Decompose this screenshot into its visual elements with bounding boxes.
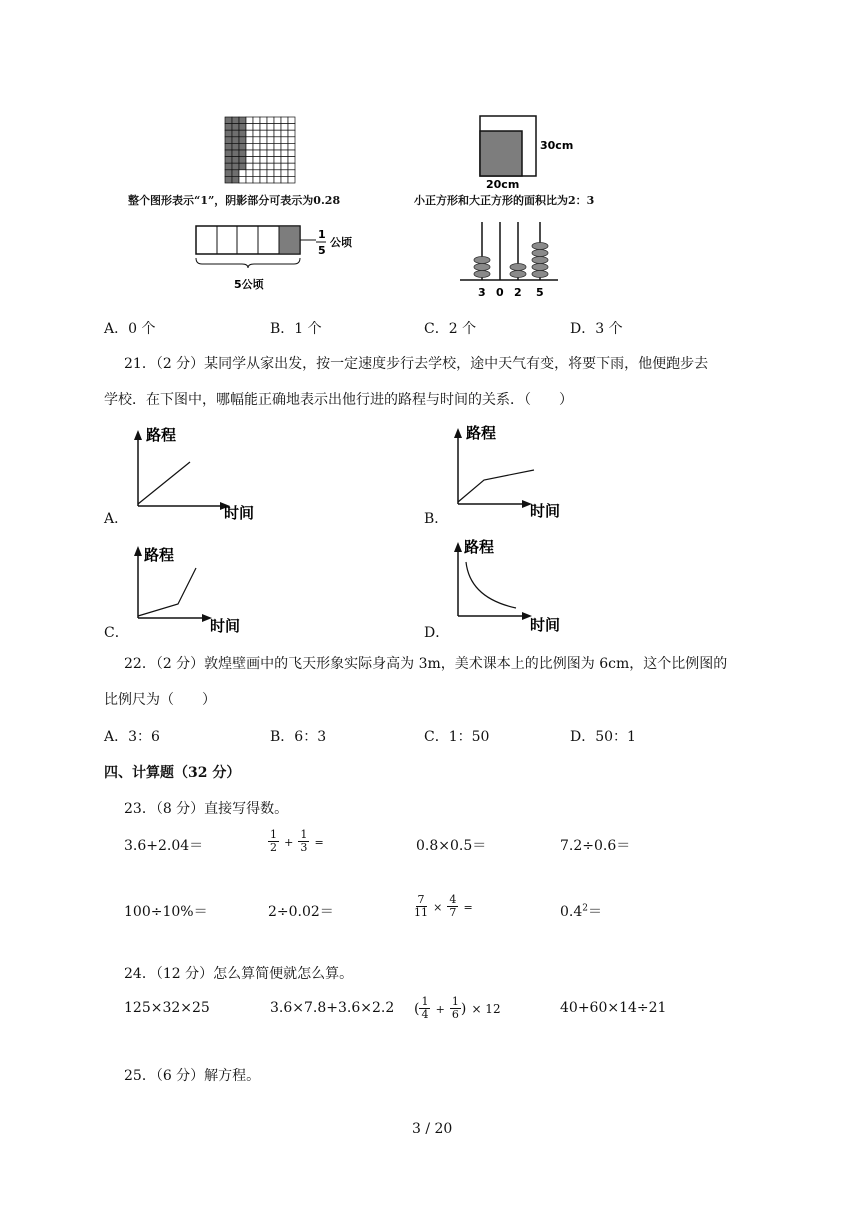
q23-item-7: $\frac{7}{11}$ × $\frac{4}{7}$ = <box>414 893 473 919</box>
grid-cell <box>239 170 246 177</box>
grid-cell <box>225 137 232 144</box>
graph-d-ylabel: 路程 <box>464 538 495 556</box>
grid-cell <box>232 157 239 164</box>
grid-cell <box>246 150 253 157</box>
graph-a-xlabel: 时间 <box>224 504 255 522</box>
grid-cell <box>253 157 260 164</box>
grid-cell <box>274 124 281 131</box>
grid-cell <box>225 170 232 177</box>
decimal-grid-figure <box>224 116 296 184</box>
q24-title: 24．（12 分）怎么算简便就怎么算。 <box>124 966 354 982</box>
grid-cell <box>239 157 246 164</box>
page-number: 3 / 20 <box>412 1121 453 1137</box>
big-square-label: 30cm <box>540 139 574 152</box>
q23-item-6: 2÷0.02＝ <box>268 904 334 920</box>
grid-cell <box>225 157 232 164</box>
grid-cell <box>274 143 281 150</box>
grid-cell <box>260 163 267 170</box>
grid-cell <box>267 143 274 150</box>
q23-item-3: 0.8×0.5＝ <box>416 838 487 854</box>
q23-title: 23．（8 分）直接写得数。 <box>124 801 289 817</box>
grid-caption: 整个图形表示“1”，阴影部分可表示为0.28 <box>128 194 341 207</box>
grid-cell <box>267 170 274 177</box>
q23-item-5: 100÷10%＝ <box>124 904 208 920</box>
abacus-digit-2: 0 <box>496 286 504 299</box>
graph-a <box>120 424 270 524</box>
grid-cell <box>253 137 260 144</box>
q24-item-1: 125×32×25 <box>124 1000 210 1016</box>
grid-cell <box>246 163 253 170</box>
abacus-digit-3: 2 <box>514 286 522 299</box>
grid-cell <box>260 137 267 144</box>
abacus-digit-4: 5 <box>536 286 544 299</box>
grid-cell <box>274 137 281 144</box>
graph-b-ylabel: 路程 <box>466 424 497 442</box>
grid-cell <box>260 117 267 124</box>
grid-cell <box>281 150 288 157</box>
grid-cell <box>239 124 246 131</box>
grid-cell <box>232 143 239 150</box>
graph-c <box>120 540 270 640</box>
q22-option-a: A．3：6 <box>104 729 160 745</box>
abacus-figure <box>456 220 562 302</box>
grid-cell <box>288 143 295 150</box>
grid-cell <box>281 124 288 131</box>
strip-part-den: 5 <box>318 244 326 257</box>
grid-cell <box>246 124 253 131</box>
q25-title: 25．（6 分）解方程。 <box>124 1068 261 1084</box>
q22-option-b: B．6：3 <box>270 729 327 745</box>
grid-cell <box>239 143 246 150</box>
graph-b <box>440 422 590 522</box>
strip-part-unit: 公顷 <box>330 236 352 249</box>
grid-cell <box>267 176 274 183</box>
square-ratio-figure <box>478 114 598 194</box>
q24-item-4: 40+60×14÷21 <box>560 1000 667 1016</box>
grid-cell <box>232 163 239 170</box>
grid-cell <box>267 124 274 131</box>
q23-item-1: 3.6+2.04＝ <box>124 838 204 854</box>
grid-cell <box>246 176 253 183</box>
grid-cell <box>232 170 239 177</box>
graph-c-ylabel: 路程 <box>144 546 175 564</box>
grid-cell <box>260 170 267 177</box>
q21-line1: 21．（2 分）某同学从家出发，按一定速度步行去学校，途中天气有变，将要下雨，他便跑步去 <box>124 356 709 372</box>
grid-cell <box>288 157 295 164</box>
graph-a-letter: A． <box>104 511 129 527</box>
grid-cell <box>253 150 260 157</box>
graph-d-letter: D． <box>424 625 450 641</box>
grid-cell <box>281 130 288 137</box>
grid-cell <box>246 137 253 144</box>
grid-cell <box>281 143 288 150</box>
grid-cell <box>267 137 274 144</box>
graph-d-xlabel: 时间 <box>530 616 561 634</box>
q22-line1: 22．（2 分）敦煌壁画中的飞天形象实际身高为 3m，美术课本上的比例图为 6cm，这个比例图的 <box>124 656 728 672</box>
grid-cell <box>232 176 239 183</box>
grid-cell <box>281 176 288 183</box>
grid-cell <box>288 150 295 157</box>
grid-cell <box>274 117 281 124</box>
q23-item-4: 7.2÷0.6＝ <box>560 838 631 854</box>
graph-b-letter: B． <box>424 511 449 527</box>
grid-cell <box>281 163 288 170</box>
grid-cell <box>239 137 246 144</box>
graph-c-letter: C． <box>104 625 129 641</box>
q22-line2: 比例尺为（ ） <box>104 692 216 708</box>
grid-cell <box>281 117 288 124</box>
grid-cell <box>246 117 253 124</box>
q21-line2: 学校．在下图中，哪幅能正确地表示出他行进的路程与时间的关系．（ ） <box>104 392 573 408</box>
q24-item-3: ( $\frac{1}{4}$ + $\frac{1}{6}$ ) × 12 <box>414 995 501 1021</box>
grid-cell <box>274 130 281 137</box>
grid-cell <box>253 124 260 131</box>
grid-cell <box>225 143 232 150</box>
q20-option-d: D．3 个 <box>570 321 623 337</box>
graph-a-ylabel: 路程 <box>146 426 177 444</box>
grid-cell <box>288 130 295 137</box>
grid-cell <box>288 170 295 177</box>
grid-cell <box>225 176 232 183</box>
grid-cell <box>225 124 232 131</box>
grid-cell <box>239 163 246 170</box>
grid-cell <box>253 163 260 170</box>
grid-cell <box>274 150 281 157</box>
grid-cell <box>260 130 267 137</box>
graph-c-xlabel: 时间 <box>210 617 241 635</box>
grid-cell <box>274 176 281 183</box>
grid-cell <box>274 163 281 170</box>
q22-option-d: D．50：1 <box>570 729 636 745</box>
grid-cell <box>253 130 260 137</box>
grid-cell <box>267 117 274 124</box>
abacus-digit-1: 3 <box>478 286 486 299</box>
grid-cell <box>260 157 267 164</box>
grid-cell <box>288 176 295 183</box>
q20-option-a: A．0 个 <box>104 321 156 337</box>
grid-cell <box>288 124 295 131</box>
grid-cell <box>260 150 267 157</box>
grid-cell <box>232 150 239 157</box>
grid-cell <box>281 137 288 144</box>
grid-cell <box>225 130 232 137</box>
grid-cell <box>225 117 232 124</box>
hectare-strip-figure <box>194 224 384 296</box>
q22-option-c: C．1：50 <box>424 729 490 745</box>
grid-cell <box>246 143 253 150</box>
grid-cell <box>225 150 232 157</box>
q20-option-c: C．2 个 <box>424 321 477 337</box>
grid-cell <box>239 130 246 137</box>
grid-cell <box>274 157 281 164</box>
grid-cell <box>253 143 260 150</box>
grid-cell <box>267 130 274 137</box>
grid-cell <box>232 137 239 144</box>
grid-cell <box>281 157 288 164</box>
small-square-label: 20cm <box>486 178 520 191</box>
grid-cell <box>267 150 274 157</box>
grid-cell <box>288 117 295 124</box>
grid-cell <box>260 143 267 150</box>
grid-cell <box>260 124 267 131</box>
grid-cell <box>232 124 239 131</box>
grid-cell <box>281 170 288 177</box>
grid-cell <box>267 157 274 164</box>
strip-part-num: 1 <box>318 228 326 241</box>
q20-option-b: B．1 个 <box>270 321 322 337</box>
grid-cell <box>260 176 267 183</box>
grid-cell <box>253 176 260 183</box>
square-caption: 小正方形和大正方形的面积比为2：3 <box>414 194 595 207</box>
grid-cell <box>239 150 246 157</box>
grid-cell <box>253 117 260 124</box>
grid-cell <box>232 117 239 124</box>
section-4-heading: 四、计算题（32 分） <box>104 765 241 781</box>
grid-cell <box>246 170 253 177</box>
grid-cell <box>288 137 295 144</box>
grid-cell <box>239 176 246 183</box>
q23-item-8: $0.4^2=$ <box>560 903 602 920</box>
grid-cell <box>288 163 295 170</box>
grid-cell <box>239 117 246 124</box>
q23-item-2: $\frac{1}{2}$ + $\frac{1}{3}$ = <box>270 828 324 854</box>
grid-cell <box>253 170 260 177</box>
strip-total-label: 5公顷 <box>234 278 264 291</box>
grid-cell <box>246 157 253 164</box>
grid-cell <box>225 163 232 170</box>
q24-item-2: 3.6×7.8+3.6×2.2 <box>270 1000 395 1016</box>
grid-cell <box>267 163 274 170</box>
grid-cell <box>274 170 281 177</box>
grid-cell <box>246 130 253 137</box>
graph-d <box>440 536 590 636</box>
graph-b-xlabel: 时间 <box>530 502 561 520</box>
grid-cell <box>232 130 239 137</box>
